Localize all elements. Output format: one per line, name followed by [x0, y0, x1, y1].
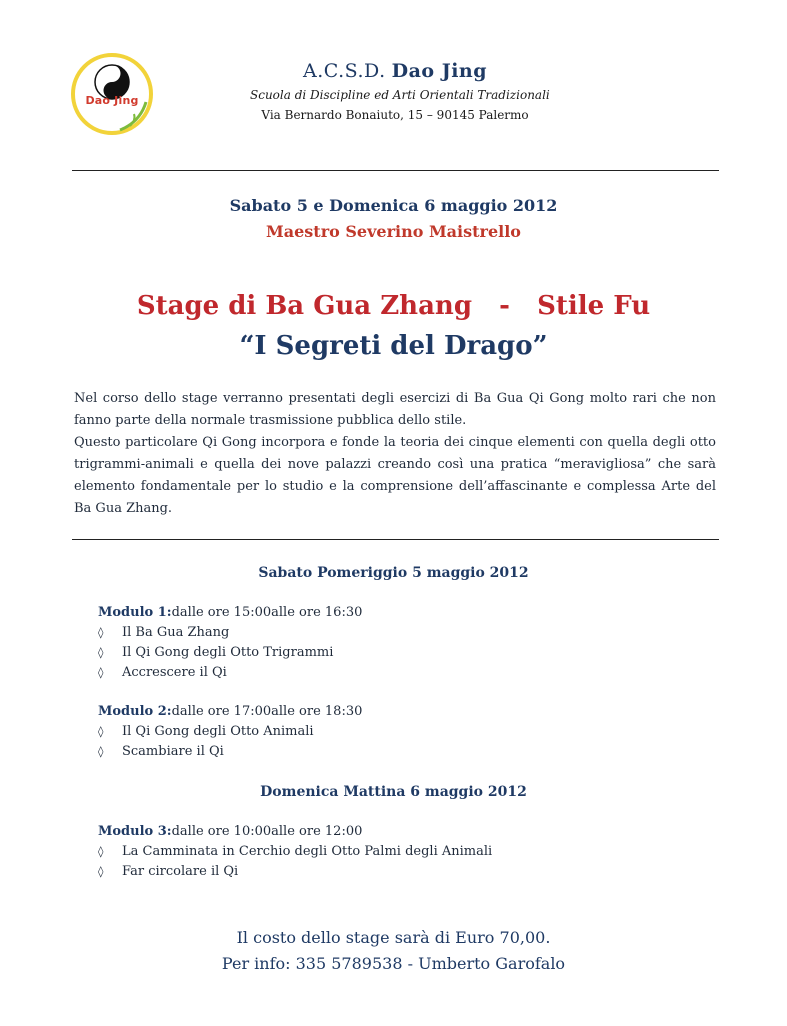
event-master: Maestro Severino Maistrello: [266, 222, 521, 241]
module-3: [98, 822, 698, 882]
org-prefix: A.C.S.D.: [302, 60, 386, 82]
module-items: [98, 722, 698, 762]
module-label: Modulo 1:: [98, 605, 172, 620]
diamond-bullet-icon: ◊: [98, 626, 104, 639]
logo-text: Dao Jing: [85, 94, 139, 107]
list-item-text: Scambiare il Qi: [122, 744, 224, 759]
diamond-bullet-icon: ◊: [98, 845, 104, 858]
org-name: Dao Jing: [391, 60, 488, 82]
module-time: dalle ore 17:00alle ore 18:30: [171, 704, 363, 719]
list-item-text: Far circolare il Qi: [122, 864, 239, 879]
org-address: Via Bernardo Bonaiuto, 15 – 90145 Palermo: [261, 108, 529, 122]
list-item: [98, 643, 698, 663]
diamond-bullet-icon: ◊: [98, 646, 104, 659]
module-heading: [98, 822, 698, 842]
intro-text: [74, 388, 716, 520]
module-1: [98, 603, 698, 683]
module-time: dalle ore 15:00alle ore 16:30: [171, 605, 363, 620]
list-item-text: Accrescere il Qi: [122, 665, 227, 680]
header-block: [250, 60, 550, 122]
module-heading: [98, 603, 698, 623]
list-item: [98, 742, 698, 762]
module-heading: [98, 702, 698, 722]
saturday-title: Sabato Pomeriggio 5 maggio 2012: [258, 565, 529, 581]
list-item: [98, 663, 698, 683]
module-time: dalle ore 10:00alle ore 12:00: [171, 824, 363, 839]
list-item: [98, 842, 698, 862]
module-2: [98, 702, 698, 762]
module-label: Modulo 2:: [98, 704, 172, 719]
org-subtitle: Scuola di Discipline ed Arti Orientali Tradizionali: [250, 88, 550, 102]
list-item-text: La Camminata in Cerchio degli Otto Palmi degli Animali: [122, 844, 493, 859]
org-title: [250, 60, 540, 82]
stage-subtitle: “I Segreti del Drago”: [239, 331, 548, 361]
module-label: Modulo 3:: [98, 824, 172, 839]
list-item: [98, 722, 698, 742]
module-items: [98, 623, 698, 683]
diamond-bullet-icon: ◊: [98, 725, 104, 738]
top-divider: [72, 170, 719, 171]
diamond-bullet-icon: ◊: [98, 745, 104, 758]
cost-line: Il costo dello stage sarà di Euro 70,00.: [236, 928, 551, 947]
middle-divider: [72, 539, 719, 540]
dao-jing-logo: [70, 52, 154, 136]
list-item: [98, 623, 698, 643]
diamond-bullet-icon: ◊: [98, 865, 104, 878]
sunday-title: Domenica Mattina 6 maggio 2012: [260, 784, 527, 800]
contact-line: Per info: 335 5789538 - Umberto Garofalo: [221, 954, 566, 973]
list-item-text: Il Ba Gua Zhang: [122, 625, 230, 640]
list-item-text: Il Qi Gong degli Otto Animali: [122, 724, 314, 739]
event-dates: Sabato 5 e Domenica 6 maggio 2012: [229, 196, 558, 215]
list-item-text: Il Qi Gong degli Otto Trigrammi: [122, 645, 334, 660]
list-item: [98, 862, 698, 882]
diamond-bullet-icon: ◊: [98, 666, 104, 679]
stage-title: Stage di Ba Gua Zhang - Stile Fu: [136, 291, 651, 321]
intro-paragraph-2: Questo particolare Qi Gong incorpora e fonde la teoria dei cinque elementi con quella degli otto trigrammi-animali e quella dei nove palazzi creando così una pratica “meravigliosa” che sarà elemento fondamentale per lo studio e la comprensione dell’affascinante e complessa Arte del Ba Gua Zhang.: [74, 435, 716, 516]
intro-paragraph-1: Nel corso dello stage verranno presentati degli esercizi di Ba Gua Qi Gong molto rari che non fanno parte della normale trasmissione pubblica dello stile.: [74, 391, 716, 428]
module-items: [98, 842, 698, 882]
